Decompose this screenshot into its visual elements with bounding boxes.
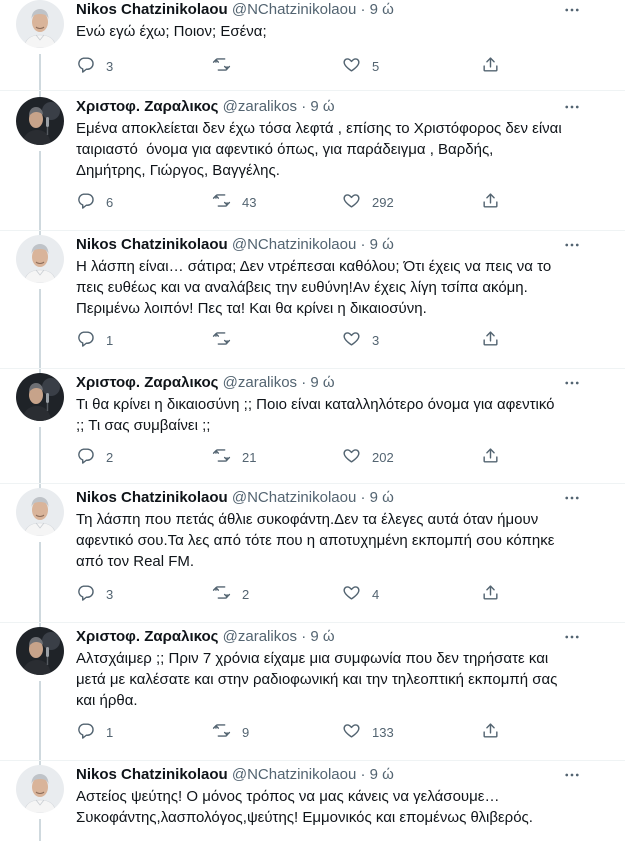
reply-button[interactable] [76, 329, 113, 351]
author-name[interactable]: Χριστοφ. Ζαραλικος [76, 98, 219, 115]
author-handle[interactable]: @zaralikos [222, 628, 298, 645]
reply-count: 6 [106, 194, 114, 210]
tweet-time[interactable]: 9 ώ [310, 98, 335, 115]
share-button[interactable] [481, 583, 500, 605]
tweet-divider [0, 230, 625, 231]
tweet-actions [76, 446, 506, 468]
like-button[interactable] [342, 583, 379, 605]
share-icon [481, 583, 500, 605]
like-count: 292 [372, 194, 394, 210]
nikos-avatar[interactable] [16, 235, 64, 283]
like-button[interactable] [342, 721, 394, 743]
retweet-icon [212, 721, 231, 743]
tweet-text: Η λάσπη είναι… σάτιρα; Δεν ντρέπεσαι καθόλου; Ότι έχεις να πεις να το πεις ευθέως και να αναλάβεις την ευθύνη!Αν έχεις λίγη τσίπα ακόμη. Περιμένω λοιπόν! Πες τα! Και θα κρίνει η δικαιοσύνη. [76, 258, 552, 317]
more-icon[interactable] [560, 488, 584, 508]
tweet-time[interactable]: 9 ώ [310, 628, 335, 645]
zaralikos-avatar[interactable] [16, 373, 64, 421]
tweet-6[interactable] [0, 627, 625, 755]
heart-icon [342, 55, 361, 77]
more-icon[interactable] [560, 765, 584, 785]
tweet-time[interactable]: 9 ώ [369, 1, 394, 18]
share-button[interactable] [481, 721, 500, 743]
tweet-text: Αστείος ψεύτης! Ο μόνος τρόπος να μας κάνεις να γελάσουμε… Συκοφάντης,λασπολόγος,ψεύτης! Εμμονικός και επομένως θλιβερός. [76, 788, 533, 826]
share-button[interactable] [481, 329, 500, 351]
tweet-text: Τη λάσπη που πετάς άθλιε συκοφάντη.Δεν τα έλεγες αυτά όταν ήμουν αφεντικό σου.Τα λες από τότε που η αποτυχημένη εκπομπή σου κόπηκε από τον Real FM. [76, 511, 555, 570]
retweet-button[interactable] [212, 191, 256, 213]
retweet-icon [212, 55, 231, 77]
thread-line [39, 427, 41, 490]
reply-count: 3 [106, 586, 114, 602]
tweet-header [76, 0, 394, 20]
reply-count: 1 [106, 332, 114, 348]
tweet-header [76, 488, 394, 508]
thread-line [39, 819, 41, 841]
heart-icon [342, 583, 361, 605]
retweet-icon [212, 191, 231, 213]
tweet-time[interactable]: 9 ώ [369, 766, 394, 783]
author-handle[interactable]: @NChatzinikolaou [231, 236, 357, 253]
author-handle[interactable]: @NChatzinikolaou [231, 766, 357, 783]
separator-dot: · [360, 766, 366, 783]
tweet-5[interactable] [0, 488, 625, 617]
share-icon [481, 329, 500, 351]
reply-count: 1 [106, 724, 114, 740]
more-icon[interactable] [560, 235, 584, 255]
tweet-4[interactable] [0, 373, 625, 478]
reply-button[interactable] [76, 721, 113, 743]
retweet-icon [212, 446, 231, 468]
thread-line [39, 542, 41, 629]
heart-icon [342, 191, 361, 213]
author-name[interactable]: Nikos Chatzinikolaou [76, 489, 228, 506]
tweet-text: Τι θα κρίνει η δικαιοσύνη ;; Ποιο είναι καταλληλότερο όνομα για αφεντικό ;; Τι σας συμβαίνει ;; [76, 396, 555, 434]
retweet-count: 9 [242, 724, 250, 740]
reply-count: 2 [106, 449, 114, 465]
author-handle[interactable]: @zaralikos [222, 98, 298, 115]
separator-dot: · [301, 374, 307, 391]
reply-icon [76, 55, 95, 77]
heart-icon [342, 329, 361, 351]
tweet-header [76, 373, 335, 393]
thread-line [39, 289, 41, 375]
like-button[interactable] [342, 446, 394, 468]
retweet-button[interactable] [212, 446, 256, 468]
nikos-avatar[interactable] [16, 765, 64, 813]
retweet-button[interactable] [212, 721, 249, 743]
share-icon [481, 55, 500, 77]
tweet-divider [0, 368, 625, 369]
share-button[interactable] [481, 446, 500, 468]
separator-dot: · [360, 236, 366, 253]
tweet-actions [76, 721, 506, 743]
nikos-avatar[interactable] [16, 0, 64, 48]
share-button[interactable] [481, 191, 500, 213]
reply-button[interactable] [76, 55, 113, 77]
retweet-count: 21 [242, 449, 257, 465]
reply-button[interactable] [76, 446, 113, 468]
tweet-text: Ενώ εγώ έχω; Ποιον; Εσένα; [76, 23, 267, 40]
like-button[interactable] [342, 55, 379, 77]
tweet-text: Αλτσχάιμερ ;; Πριν 7 χρόνια είχαμε μια συμφωνία που δεν τηρήσατε και μετά με καλέσατε και στην ραδιοφωνική και την τηλεοπτική εκπομπή σας και ήρθα. [76, 650, 558, 709]
share-icon [481, 721, 500, 743]
zaralikos-avatar[interactable] [16, 627, 64, 675]
reply-icon [76, 191, 95, 213]
share-icon [481, 191, 500, 213]
retweet-button[interactable] [212, 55, 242, 77]
tweet-actions [76, 55, 506, 77]
tweet-time[interactable]: 9 ώ [310, 374, 335, 391]
tweet-7[interactable] [0, 765, 625, 841]
author-name[interactable]: Nikos Chatzinikolaou [76, 766, 228, 783]
tweet-actions [76, 191, 506, 213]
tweet-header [76, 235, 394, 255]
separator-dot: · [301, 628, 307, 645]
nikos-avatar[interactable] [16, 488, 64, 536]
like-count: 5 [372, 58, 380, 74]
tweet-actions [76, 329, 506, 351]
reply-icon [76, 446, 95, 468]
tweet-divider [0, 90, 625, 91]
like-count: 4 [372, 586, 380, 602]
tweet-header [76, 627, 335, 647]
tweet-divider [0, 760, 625, 761]
tweet-header [76, 97, 335, 117]
reply-button[interactable] [76, 583, 113, 605]
more-icon[interactable] [560, 97, 584, 117]
separator-dot: · [301, 98, 307, 115]
tweet-time[interactable]: 9 ώ [369, 236, 394, 253]
retweet-count: 43 [242, 194, 257, 210]
reply-icon [76, 721, 95, 743]
share-icon [481, 446, 500, 468]
reply-icon [76, 329, 95, 351]
tweet-actions [76, 583, 506, 605]
reply-button[interactable] [76, 191, 113, 213]
heart-icon [342, 721, 361, 743]
separator-dot: · [360, 1, 366, 18]
tweet-text: Εμένα αποκλείεται δεν έχω τόσα λεφτά , επίσης το Χριστόφορος δεν είναι ταιριαστό όνομα για αφεντικό όπως, για παράδειγμα , Βαρδής, Δημήτρης, Γιώργος, Βαγγέλης. [76, 120, 562, 179]
more-icon[interactable] [560, 0, 584, 20]
heart-icon [342, 446, 361, 468]
thread-line [39, 681, 41, 767]
like-count: 202 [372, 449, 394, 465]
author-handle[interactable]: @zaralikos [222, 374, 298, 391]
zaralikos-avatar[interactable] [16, 97, 64, 145]
separator-dot: · [360, 489, 366, 506]
tweet-divider [0, 622, 625, 623]
author-name[interactable]: Nikos Chatzinikolaou [76, 1, 228, 18]
tweet-time[interactable]: 9 ώ [369, 489, 394, 506]
retweet-button[interactable] [212, 329, 242, 351]
like-count: 133 [372, 724, 394, 740]
like-count: 3 [372, 332, 380, 348]
thread-line [39, 151, 41, 237]
more-icon[interactable] [560, 627, 584, 647]
tweet-2[interactable] [0, 97, 625, 225]
tweet-header [76, 765, 394, 785]
retweet-icon [212, 583, 231, 605]
author-handle[interactable]: @NChatzinikolaou [231, 489, 357, 506]
author-handle[interactable]: @NChatzinikolaou [231, 1, 357, 18]
author-name[interactable]: Χριστοφ. Ζαραλικος [76, 374, 219, 391]
like-button[interactable] [342, 191, 394, 213]
author-name[interactable]: Χριστοφ. Ζαραλικος [76, 628, 219, 645]
retweet-count: 2 [242, 586, 250, 602]
tweet-1[interactable] [0, 0, 625, 85]
retweet-button[interactable] [212, 583, 249, 605]
share-button[interactable] [481, 55, 500, 77]
tweet-divider [0, 483, 625, 484]
reply-icon [76, 583, 95, 605]
retweet-icon [212, 329, 231, 351]
like-button[interactable] [342, 329, 379, 351]
more-icon[interactable] [560, 373, 584, 393]
reply-count: 3 [106, 58, 114, 74]
author-name[interactable]: Nikos Chatzinikolaou [76, 236, 228, 253]
tweet-3[interactable] [0, 235, 625, 363]
